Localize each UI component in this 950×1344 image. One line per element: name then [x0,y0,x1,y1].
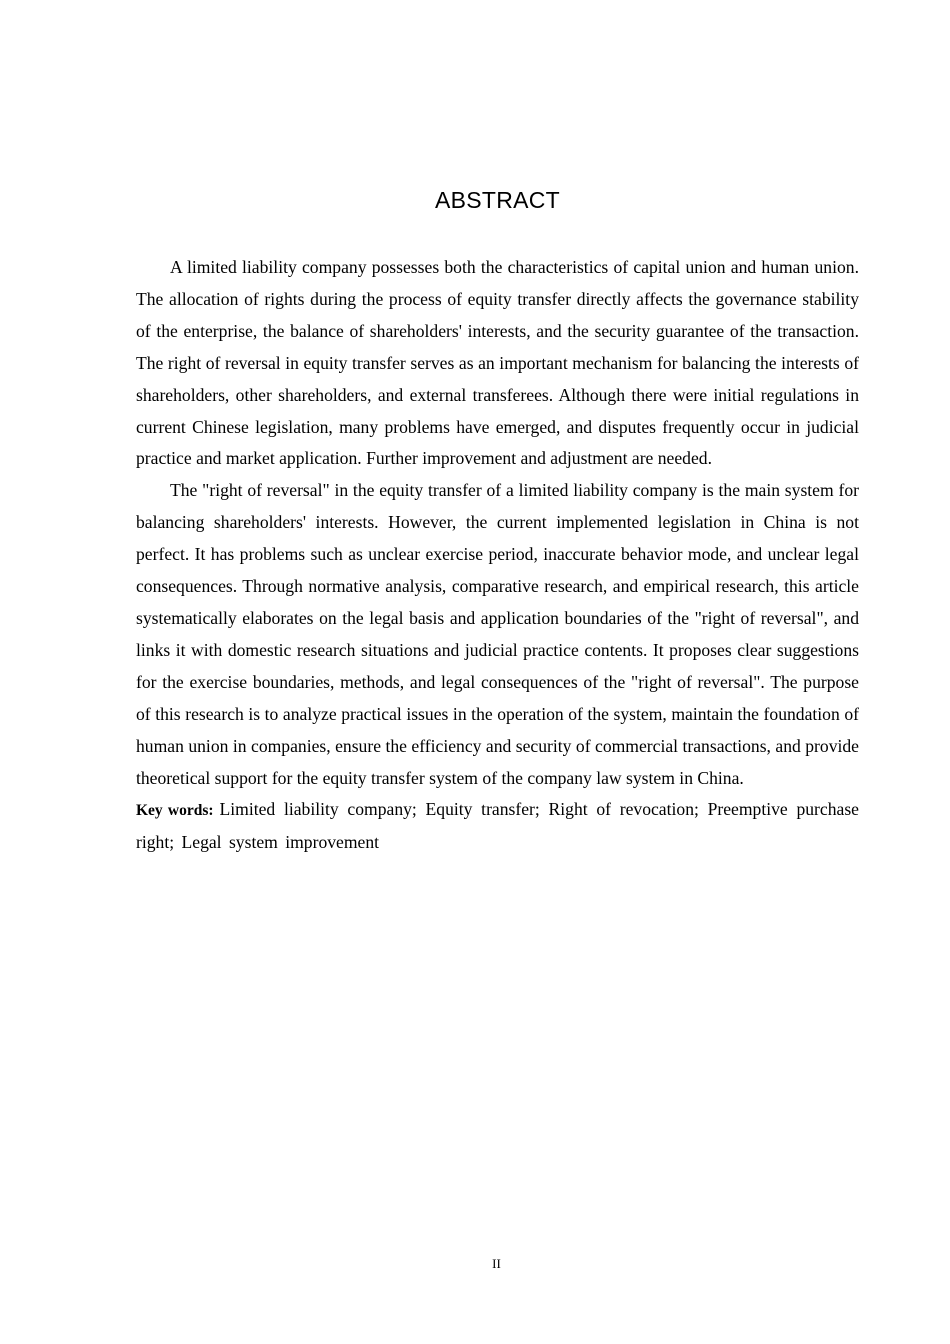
keywords-text: Limited liability company; Equity transfer; Right of revocation; Preemptive purchase right; Legal system improvement [136,799,859,853]
abstract-title: ABSTRACT [434,187,561,213]
keywords-label: Key words: [136,802,214,820]
abstract-paragraph-2: The "right of reversal" in the equity transfer of a limited liability company is the main system for balancing shareholders' interests. However, the current implemented legislation in China is not perfect. It has problems such as unclear exercise period, inaccurate behavior mode, and unclear legal consequences. Through normative analysis, comparative research, and empirical research, this article systematically elaborates on the legal basis and application boundaries of the "right of reversal", and links it with domestic research situations and judicial practice contents. It proposes clear suggestions for the exercise boundaries, methods, and legal consequences of the "right of reversal". The purpose of this research is to analyze practical issues in the operation of the system, maintain the foundation of human union in companies, ensure the efficiency and security of commercial transactions, and provide theoretical support for the equity transfer system of the company law system in China. [136,480,859,788]
keywords-line [136,794,859,859]
page-number: II [492,1256,501,1271]
abstract-body [136,252,859,859]
abstract-paragraph-1: A limited liability company possesses both the characteristics of capital union and human union. The allocation of rights during the process of equity transfer directly affects the governance stability of the enterprise, the balance of shareholders' interests, and the security guarantee of the transaction. The right of reversal in equity transfer serves as an important mechanism for balancing the interests of shareholders, other shareholders, and external transferees. Although there were initial regulations in current Chinese legislation, many problems have emerged, and disputes frequently occur in judicial practice and market application. Further improvement and adjustment are needed. [136,257,859,469]
